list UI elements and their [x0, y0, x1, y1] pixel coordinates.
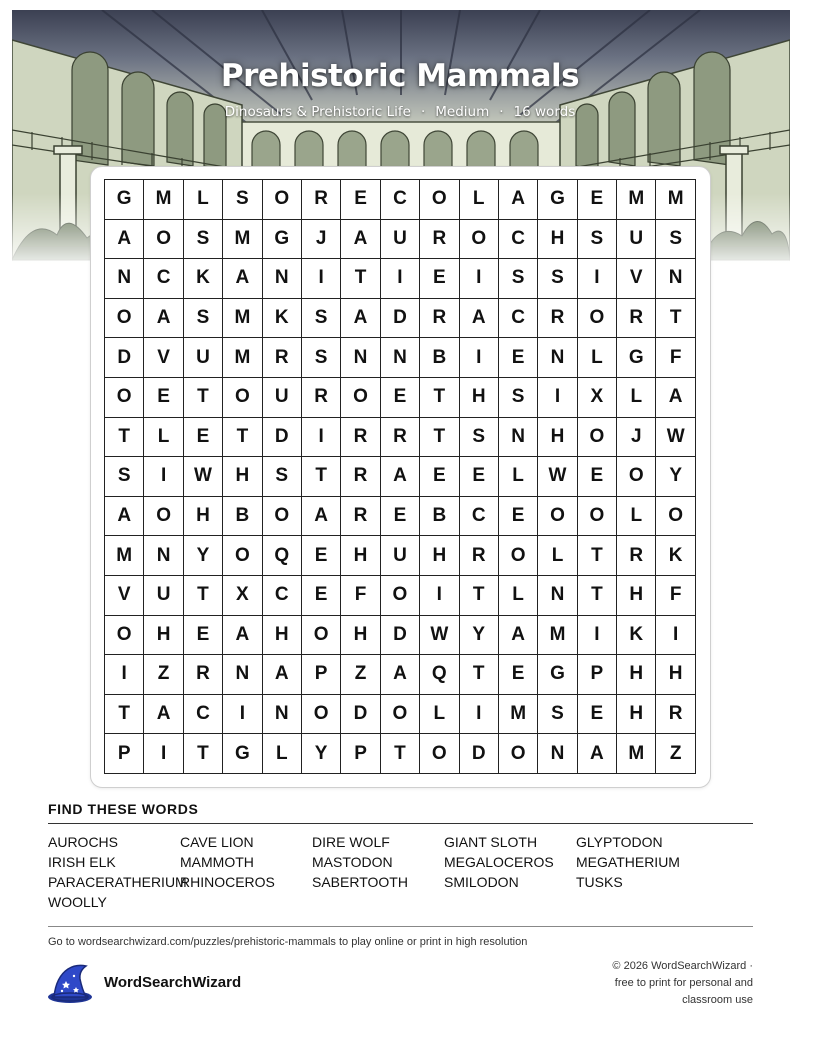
- grid-cell[interactable]: L: [538, 536, 577, 576]
- word-list-item: RHINOCEROS: [180, 874, 275, 890]
- grid-cell[interactable]: M: [617, 180, 656, 220]
- grid-cell[interactable]: I: [302, 259, 341, 299]
- grid-cell[interactable]: T: [460, 576, 499, 616]
- grid-cell[interactable]: X: [578, 378, 617, 418]
- grid-cell[interactable]: E: [184, 616, 223, 656]
- grid-cell[interactable]: I: [420, 576, 459, 616]
- word-list: [48, 832, 768, 912]
- grid-cell[interactable]: H: [144, 616, 183, 656]
- grid-cell[interactable]: M: [223, 220, 262, 260]
- grid-cell[interactable]: A: [223, 616, 262, 656]
- grid-cell[interactable]: S: [538, 695, 577, 735]
- grid-cell[interactable]: O: [105, 299, 144, 339]
- word-list-item: MAMMOTH: [180, 854, 254, 870]
- grid-cell[interactable]: W: [656, 418, 695, 458]
- grid-cell[interactable]: T: [341, 259, 380, 299]
- grid-cell[interactable]: O: [144, 497, 183, 537]
- word-list-item: GLYPTODON: [576, 834, 663, 850]
- word-list-item: SMILODON: [444, 874, 519, 890]
- grid-cell[interactable]: C: [499, 299, 538, 339]
- grid-cell[interactable]: J: [302, 220, 341, 260]
- grid-cell[interactable]: R: [460, 536, 499, 576]
- grid-cell[interactable]: O: [263, 497, 302, 537]
- grid-cell[interactable]: N: [538, 576, 577, 616]
- grid-cell[interactable]: C: [381, 180, 420, 220]
- grid-cell[interactable]: I: [538, 378, 577, 418]
- grid-cell[interactable]: D: [263, 418, 302, 458]
- grid-cell[interactable]: E: [499, 497, 538, 537]
- grid-cell[interactable]: L: [617, 497, 656, 537]
- grid-cell[interactable]: O: [578, 418, 617, 458]
- grid-cell[interactable]: Q: [420, 655, 459, 695]
- grid-cell[interactable]: L: [578, 338, 617, 378]
- grid-cell[interactable]: N: [341, 338, 380, 378]
- grid-cell[interactable]: T: [184, 576, 223, 616]
- grid-cell[interactable]: R: [302, 180, 341, 220]
- grid-cell[interactable]: B: [420, 338, 459, 378]
- grid-cell[interactable]: R: [302, 378, 341, 418]
- word-list-item: MEGATHERIUM: [576, 854, 680, 870]
- grid-cell[interactable]: D: [105, 338, 144, 378]
- grid-cell[interactable]: I: [105, 655, 144, 695]
- grid-cell[interactable]: L: [499, 457, 538, 497]
- grid-cell[interactable]: S: [105, 457, 144, 497]
- grid-cell[interactable]: L: [499, 576, 538, 616]
- grid-cell[interactable]: Q: [263, 536, 302, 576]
- copyright-line: free to print for personal and: [614, 977, 753, 989]
- grid-cell[interactable]: T: [578, 576, 617, 616]
- grid-cell[interactable]: N: [263, 695, 302, 735]
- brand-name[interactable]: WordSearchWizard: [104, 974, 242, 991]
- word-count-label: 16 words: [513, 104, 576, 120]
- grid-cell[interactable]: Y: [460, 616, 499, 656]
- grid-cell[interactable]: N: [381, 338, 420, 378]
- word-list-heading: FIND THESE WORDS: [48, 801, 199, 817]
- grid-cell[interactable]: F: [341, 576, 380, 616]
- grid-cell[interactable]: A: [381, 655, 420, 695]
- grid-cell[interactable]: E: [578, 457, 617, 497]
- grid-cell[interactable]: I: [381, 259, 420, 299]
- grid-cell[interactable]: T: [105, 695, 144, 735]
- grid-cell[interactable]: E: [302, 576, 341, 616]
- grid-cell[interactable]: N: [223, 655, 262, 695]
- word-list-item: SABERTOOTH: [312, 874, 408, 890]
- grid-cell[interactable]: U: [144, 576, 183, 616]
- grid-cell[interactable]: S: [460, 418, 499, 458]
- grid-cell[interactable]: A: [341, 299, 380, 339]
- grid-cell[interactable]: F: [656, 338, 695, 378]
- grid-cell[interactable]: R: [341, 457, 380, 497]
- grid-cell[interactable]: E: [381, 497, 420, 537]
- grid-cell[interactable]: I: [223, 695, 262, 735]
- grid-cell[interactable]: Z: [656, 734, 695, 774]
- grid-cell[interactable]: R: [381, 418, 420, 458]
- grid-cell[interactable]: H: [617, 576, 656, 616]
- grid-cell[interactable]: E: [499, 655, 538, 695]
- grid-cell[interactable]: L: [184, 180, 223, 220]
- grid-cell[interactable]: W: [538, 457, 577, 497]
- grid-cell[interactable]: H: [263, 616, 302, 656]
- grid-cell[interactable]: F: [656, 576, 695, 616]
- grid-cell[interactable]: K: [617, 616, 656, 656]
- grid-cell[interactable]: E: [420, 259, 459, 299]
- grid-cell[interactable]: O: [420, 734, 459, 774]
- grid-cell[interactable]: A: [381, 457, 420, 497]
- grid-cell[interactable]: O: [223, 536, 262, 576]
- grid-cell[interactable]: U: [381, 536, 420, 576]
- grid-cell[interactable]: E: [302, 536, 341, 576]
- grid-cell[interactable]: T: [105, 418, 144, 458]
- word-list-item: IRISH ELK: [48, 854, 116, 870]
- grid-cell[interactable]: I: [302, 418, 341, 458]
- grid-cell[interactable]: O: [381, 695, 420, 735]
- grid-cell[interactable]: O: [578, 497, 617, 537]
- grid-cell[interactable]: I: [578, 259, 617, 299]
- word-list-item: MASTODON: [312, 854, 393, 870]
- grid-cell[interactable]: H: [460, 378, 499, 418]
- grid-cell[interactable]: W: [184, 457, 223, 497]
- word-list-item: MEGALOCEROS: [444, 854, 554, 870]
- grid-cell[interactable]: T: [302, 457, 341, 497]
- grid-cell[interactable]: R: [341, 497, 380, 537]
- grid-cell[interactable]: P: [578, 655, 617, 695]
- grid-cell[interactable]: C: [184, 695, 223, 735]
- grid-cell[interactable]: I: [656, 616, 695, 656]
- grid-cell[interactable]: O: [302, 616, 341, 656]
- grid-cell[interactable]: Z: [144, 655, 183, 695]
- grid-cell[interactable]: T: [656, 299, 695, 339]
- grid-cell[interactable]: A: [499, 180, 538, 220]
- grid-cell[interactable]: O: [302, 695, 341, 735]
- grid-cell[interactable]: R: [184, 655, 223, 695]
- wizard-hat-icon: [46, 963, 94, 1005]
- grid-cell[interactable]: S: [538, 259, 577, 299]
- grid-cell[interactable]: U: [381, 220, 420, 260]
- grid-cell[interactable]: O: [538, 497, 577, 537]
- grid-cell[interactable]: E: [578, 180, 617, 220]
- grid-cell[interactable]: P: [302, 655, 341, 695]
- grid-cell[interactable]: D: [460, 734, 499, 774]
- grid-cell[interactable]: A: [499, 616, 538, 656]
- grid-cell[interactable]: W: [420, 616, 459, 656]
- grid-cell[interactable]: O: [460, 220, 499, 260]
- grid-cell[interactable]: T: [578, 536, 617, 576]
- grid-cell[interactable]: I: [460, 695, 499, 735]
- grid-cell[interactable]: N: [263, 259, 302, 299]
- grid-cell[interactable]: R: [538, 299, 577, 339]
- copyright-line: © 2026 WordSearchWizard ·: [612, 960, 753, 972]
- grid-cell[interactable]: T: [184, 378, 223, 418]
- grid-cell[interactable]: N: [144, 536, 183, 576]
- grid-cell[interactable]: S: [184, 220, 223, 260]
- grid-cell[interactable]: N: [105, 259, 144, 299]
- grid-cell[interactable]: I: [144, 734, 183, 774]
- grid-cell[interactable]: H: [617, 655, 656, 695]
- grid-cell[interactable]: R: [420, 299, 459, 339]
- divider: [48, 926, 753, 927]
- grid-cell[interactable]: O: [656, 497, 695, 537]
- grid-cell[interactable]: L: [460, 180, 499, 220]
- grid-cell[interactable]: A: [105, 220, 144, 260]
- grid-cell[interactable]: T: [223, 418, 262, 458]
- grid-cell[interactable]: M: [105, 536, 144, 576]
- grid-cell[interactable]: G: [223, 734, 262, 774]
- grid-cell[interactable]: R: [263, 338, 302, 378]
- grid-cell[interactable]: A: [656, 378, 695, 418]
- word-list-item: PARACERATHERIUM: [48, 874, 187, 890]
- grid-cell[interactable]: V: [617, 259, 656, 299]
- grid-cell[interactable]: O: [105, 378, 144, 418]
- grid-cell[interactable]: A: [302, 497, 341, 537]
- word-list-item: CAVE LION: [180, 834, 254, 850]
- grid-cell[interactable]: S: [184, 299, 223, 339]
- grid-cell[interactable]: O: [263, 180, 302, 220]
- meta-separator: ·: [420, 104, 426, 120]
- grid-cell[interactable]: M: [617, 734, 656, 774]
- grid-cell[interactable]: H: [341, 536, 380, 576]
- grid-cell[interactable]: C: [499, 220, 538, 260]
- grid-cell[interactable]: S: [302, 299, 341, 339]
- word-list-item: TUSKS: [576, 874, 623, 890]
- grid-cell[interactable]: T: [420, 418, 459, 458]
- word-list-item: DIRE WOLF: [312, 834, 390, 850]
- grid-cell[interactable]: G: [263, 220, 302, 260]
- meta-separator: ·: [499, 104, 504, 120]
- grid-cell[interactable]: O: [381, 576, 420, 616]
- word-list-item: WOOLLY: [48, 894, 107, 910]
- grid-cell[interactable]: N: [499, 418, 538, 458]
- grid-cell[interactable]: V: [144, 338, 183, 378]
- grid-cell[interactable]: D: [381, 299, 420, 339]
- grid-cell[interactable]: H: [538, 220, 577, 260]
- grid-cell[interactable]: S: [499, 259, 538, 299]
- grid-cell[interactable]: Y: [302, 734, 341, 774]
- grid-cell[interactable]: S: [302, 338, 341, 378]
- grid-cell[interactable]: P: [341, 734, 380, 774]
- grid-cell[interactable]: I: [460, 338, 499, 378]
- grid-cell[interactable]: S: [578, 220, 617, 260]
- grid-cell[interactable]: H: [341, 616, 380, 656]
- grid-cell[interactable]: P: [105, 734, 144, 774]
- grid-cell[interactable]: K: [656, 536, 695, 576]
- grid-cell[interactable]: A: [105, 497, 144, 537]
- grid-cell[interactable]: T: [460, 655, 499, 695]
- word-list-item: AUROCHS: [48, 834, 119, 850]
- grid-cell[interactable]: U: [263, 378, 302, 418]
- grid-cell[interactable]: U: [617, 220, 656, 260]
- grid-cell[interactable]: Y: [656, 457, 695, 497]
- grid-cell[interactable]: Y: [184, 536, 223, 576]
- grid-cell[interactable]: A: [144, 695, 183, 735]
- grid-cell[interactable]: L: [617, 378, 656, 418]
- grid-cell[interactable]: V: [105, 576, 144, 616]
- grid-cell[interactable]: E: [578, 695, 617, 735]
- grid-cell[interactable]: M: [223, 299, 262, 339]
- grid-cell[interactable]: R: [617, 299, 656, 339]
- grid-cell[interactable]: R: [420, 220, 459, 260]
- grid-cell[interactable]: N: [656, 259, 695, 299]
- grid-cell[interactable]: M: [656, 180, 695, 220]
- grid-cell[interactable]: S: [499, 378, 538, 418]
- grid-cell[interactable]: A: [263, 655, 302, 695]
- grid-cell[interactable]: R: [656, 695, 695, 735]
- grid-cell[interactable]: S: [223, 180, 262, 220]
- grid-cell[interactable]: B: [420, 497, 459, 537]
- grid-cell[interactable]: E: [381, 378, 420, 418]
- grid-cell[interactable]: L: [420, 695, 459, 735]
- grid-cell[interactable]: M: [499, 695, 538, 735]
- grid-cell[interactable]: J: [617, 418, 656, 458]
- grid-cell[interactable]: L: [263, 734, 302, 774]
- grid-cell[interactable]: H: [223, 457, 262, 497]
- grid-cell[interactable]: O: [499, 536, 538, 576]
- grid-cell[interactable]: K: [263, 299, 302, 339]
- grid-cell[interactable]: A: [341, 220, 380, 260]
- grid-cell[interactable]: G: [538, 655, 577, 695]
- grid-cell[interactable]: G: [105, 180, 144, 220]
- grid-cell[interactable]: B: [223, 497, 262, 537]
- puzzle-meta: [0, 104, 800, 120]
- difficulty-label: Medium: [435, 104, 490, 120]
- grid-cell[interactable]: A: [144, 299, 183, 339]
- grid-cell[interactable]: I: [460, 259, 499, 299]
- grid-cell[interactable]: D: [341, 695, 380, 735]
- grid-cell[interactable]: E: [460, 457, 499, 497]
- grid-cell[interactable]: L: [144, 418, 183, 458]
- grid-cell[interactable]: R: [617, 536, 656, 576]
- grid-cell[interactable]: D: [381, 616, 420, 656]
- grid-cell[interactable]: C: [263, 576, 302, 616]
- grid-cell[interactable]: T: [184, 734, 223, 774]
- page-title: Prehistoric Mammals: [220, 58, 580, 94]
- grid-cell[interactable]: O: [499, 734, 538, 774]
- grid-cell[interactable]: E: [144, 378, 183, 418]
- grid-cell[interactable]: O: [617, 457, 656, 497]
- grid-cell[interactable]: M: [223, 338, 262, 378]
- grid-cell[interactable]: T: [381, 734, 420, 774]
- grid-cell[interactable]: S: [263, 457, 302, 497]
- grid-cell[interactable]: O: [578, 299, 617, 339]
- grid-cell[interactable]: A: [578, 734, 617, 774]
- grid-cell[interactable]: H: [420, 536, 459, 576]
- grid-cell[interactable]: N: [538, 734, 577, 774]
- grid-cell[interactable]: U: [184, 338, 223, 378]
- grid-cell[interactable]: I: [578, 616, 617, 656]
- grid-cell[interactable]: Z: [341, 655, 380, 695]
- grid-cell[interactable]: O: [105, 616, 144, 656]
- grid-cell[interactable]: K: [184, 259, 223, 299]
- grid-cell[interactable]: E: [341, 180, 380, 220]
- grid-cell[interactable]: O: [420, 180, 459, 220]
- letter-grid: [104, 179, 696, 774]
- grid-cell[interactable]: N: [538, 338, 577, 378]
- grid-cell[interactable]: T: [420, 378, 459, 418]
- grid-cell[interactable]: E: [184, 418, 223, 458]
- grid-cell[interactable]: R: [341, 418, 380, 458]
- grid-cell[interactable]: S: [656, 220, 695, 260]
- grid-cell[interactable]: C: [144, 259, 183, 299]
- grid-cell[interactable]: H: [538, 418, 577, 458]
- word-list-item: GIANT SLOTH: [444, 834, 538, 850]
- grid-cell[interactable]: H: [184, 497, 223, 537]
- grid-cell[interactable]: C: [460, 497, 499, 537]
- grid-cell[interactable]: X: [223, 576, 262, 616]
- grid-cell[interactable]: H: [656, 655, 695, 695]
- grid-cell[interactable]: O: [341, 378, 380, 418]
- copyright-line: classroom use: [682, 994, 753, 1006]
- grid-cell[interactable]: M: [144, 180, 183, 220]
- grid-cell[interactable]: E: [499, 338, 538, 378]
- grid-cell[interactable]: A: [460, 299, 499, 339]
- grid-cell[interactable]: M: [538, 616, 577, 656]
- grid-cell[interactable]: G: [617, 338, 656, 378]
- grid-cell[interactable]: H: [617, 695, 656, 735]
- grid-cell[interactable]: A: [223, 259, 262, 299]
- grid-cell[interactable]: O: [144, 220, 183, 260]
- play-online-link[interactable]: Go to wordsearchwizard.com/puzzles/prehistoric-mammals to play online or print in high resolution: [48, 936, 528, 948]
- divider: [48, 823, 753, 824]
- grid-cell[interactable]: E: [420, 457, 459, 497]
- grid-cell[interactable]: G: [538, 180, 577, 220]
- grid-cell[interactable]: I: [144, 457, 183, 497]
- copyright-notice: [563, 958, 753, 1009]
- category-label: Dinosaurs & Prehistoric Life: [224, 104, 411, 120]
- grid-cell[interactable]: O: [223, 378, 262, 418]
